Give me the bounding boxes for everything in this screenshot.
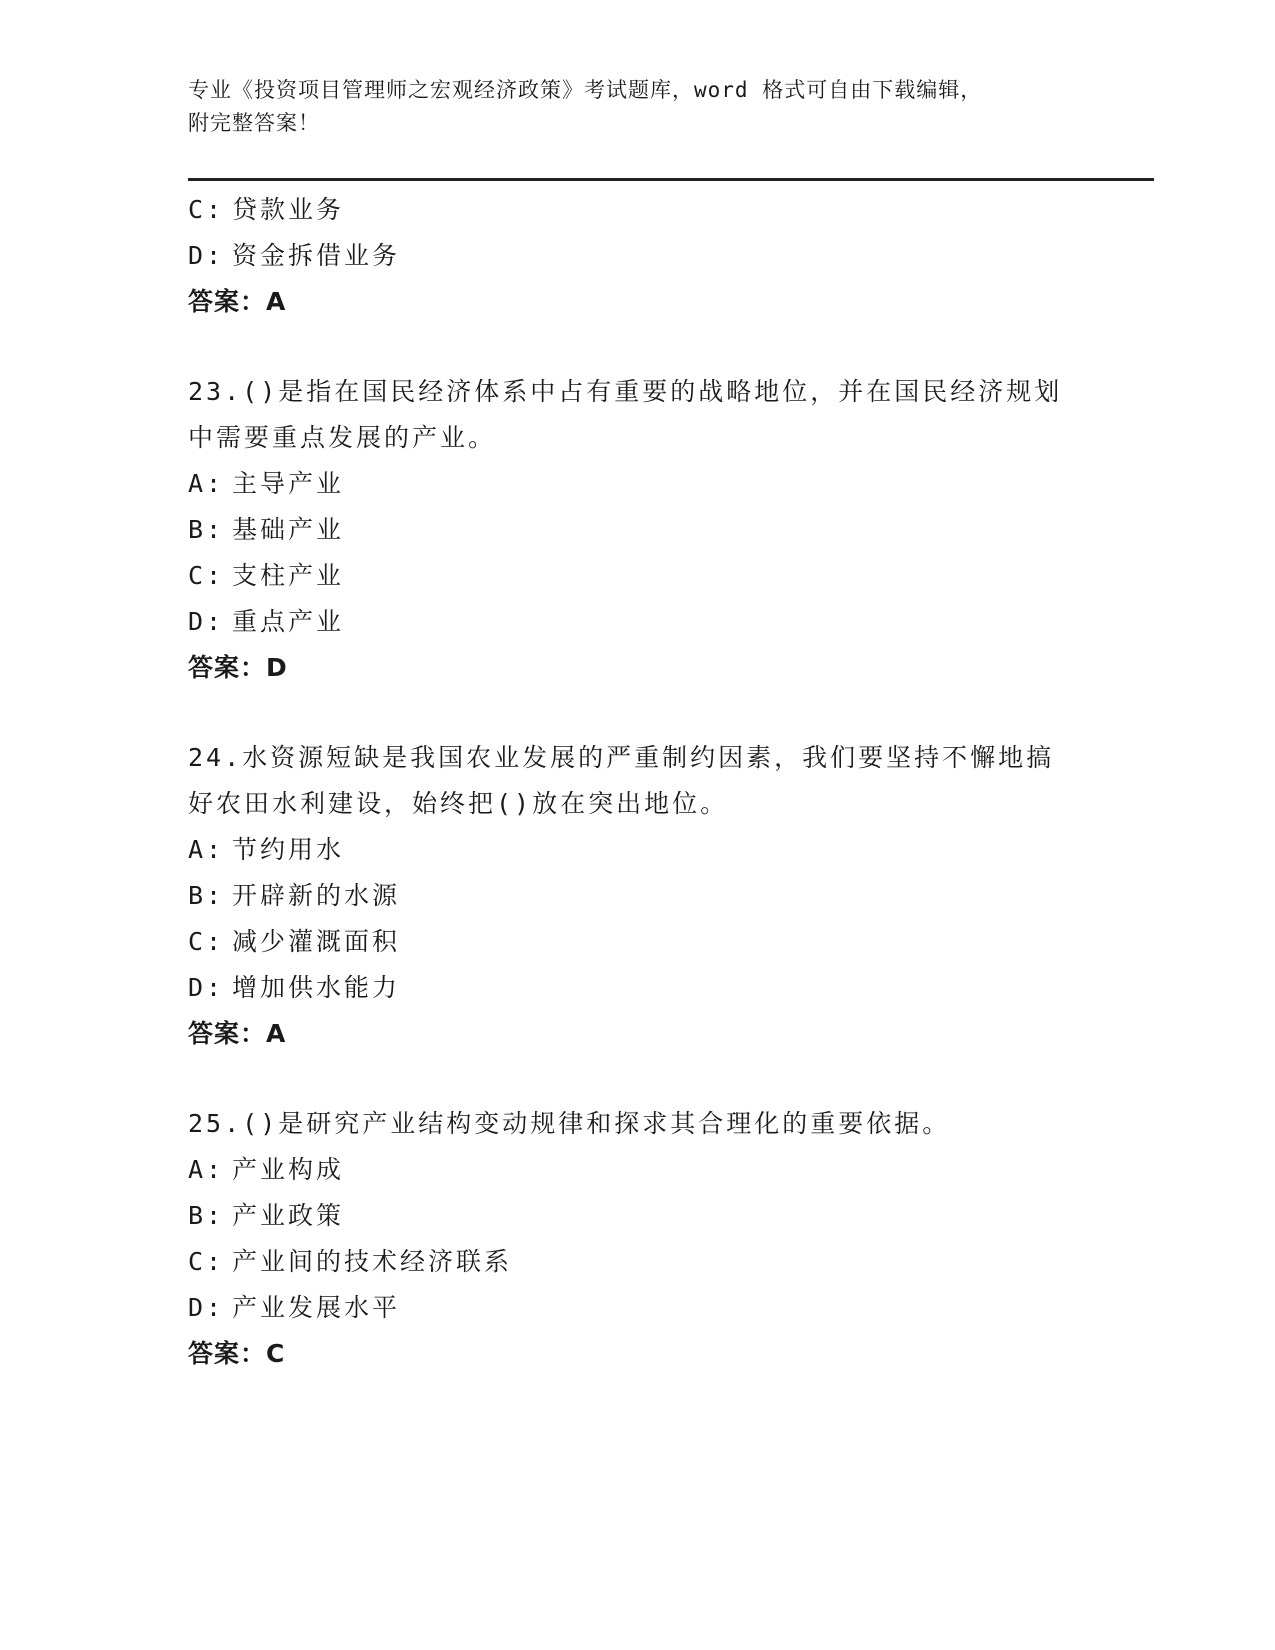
answer-line: 答案：A [188, 287, 287, 316]
option-letter: B: [188, 1201, 225, 1230]
question-text-line: 25.()是研究产业结构变动规律和探求其合理化的重要依据。 [188, 1109, 951, 1138]
option-c [188, 1239, 1088, 1285]
option-text: 支柱产业 [232, 561, 345, 590]
question-list [188, 187, 1088, 1377]
option-c [188, 187, 1088, 233]
option-text: 增加供水能力 [232, 973, 401, 1002]
answer-line: 答案：A [188, 1019, 287, 1048]
option-d [188, 599, 1088, 645]
option-letter: C: [188, 195, 225, 224]
option-d [188, 1285, 1088, 1331]
document-header [188, 74, 1088, 140]
question-23 [188, 369, 1088, 691]
header-line-2: 附完整答案！ [188, 111, 320, 135]
option-text: 贷款业务 [232, 195, 345, 224]
question-text-line: 中需要重点发展的产业。 [188, 423, 497, 452]
option-text: 节约用水 [232, 835, 345, 864]
option-b [188, 873, 1088, 919]
option-letter: B: [188, 881, 225, 910]
option-text: 重点产业 [232, 607, 345, 636]
option-text: 减少灌溉面积 [232, 927, 401, 956]
option-a [188, 1147, 1088, 1193]
option-d [188, 965, 1088, 1011]
option-letter: D: [188, 1293, 225, 1322]
question-25 [188, 1101, 1088, 1377]
question-text-line: 好农田水利建设，始终把()放在突出地位。 [188, 789, 729, 818]
option-text: 主导产业 [232, 469, 345, 498]
option-text: 基础产业 [232, 515, 345, 544]
header-line-1: 专业《投资项目管理师之宏观经济政策》考试题库，word 格式可自由下载编辑， [188, 78, 983, 102]
option-d [188, 233, 1088, 279]
option-letter: A: [188, 469, 225, 498]
question-24 [188, 735, 1088, 1057]
option-letter: A: [188, 835, 225, 864]
option-b [188, 1193, 1088, 1239]
header-divider [188, 178, 1154, 181]
option-b [188, 507, 1088, 553]
option-letter: B: [188, 515, 225, 544]
prev-question [188, 187, 1088, 325]
option-letter: A: [188, 1155, 225, 1184]
option-letter: C: [188, 927, 225, 956]
option-text: 产业构成 [232, 1155, 345, 1184]
answer-line: 答案：D [188, 653, 288, 682]
option-text: 产业间的技术经济联系 [232, 1247, 513, 1276]
option-letter: C: [188, 561, 225, 590]
option-text: 开辟新的水源 [232, 881, 401, 910]
question-text-line: 24.水资源短缺是我国农业发展的严重制约因素，我们要坚持不懈地搞 [188, 743, 1055, 772]
question-text-line: 23.()是指在国民经济体系中占有重要的战略地位，并在国民经济规划 [188, 377, 1063, 406]
option-letter: D: [188, 973, 225, 1002]
option-text: 产业发展水平 [232, 1293, 401, 1322]
option-text: 产业政策 [232, 1201, 345, 1230]
option-a [188, 827, 1088, 873]
option-letter: D: [188, 607, 225, 636]
option-c [188, 919, 1088, 965]
option-c [188, 553, 1088, 599]
option-letter: D: [188, 241, 225, 270]
option-a [188, 461, 1088, 507]
option-letter: C: [188, 1247, 225, 1276]
answer-line: 答案：C [188, 1339, 286, 1368]
option-text: 资金拆借业务 [232, 241, 401, 270]
